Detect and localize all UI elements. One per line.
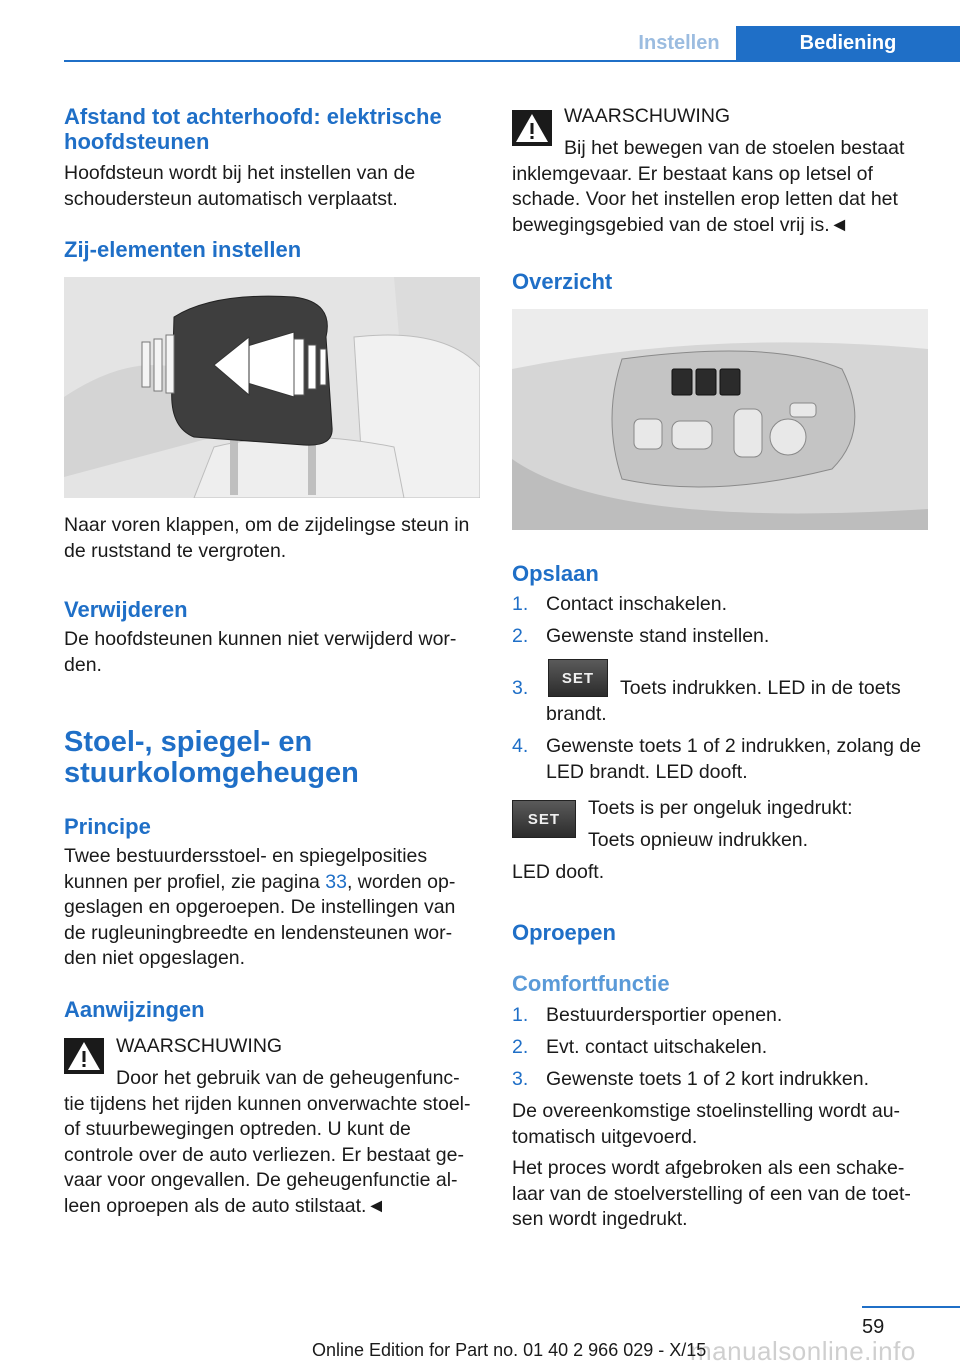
list-item: Toets indrukken. LED in de toets brandt. — [546, 677, 901, 725]
heading-oproepen: Oproepen — [512, 920, 616, 945]
footer-divider — [862, 1306, 960, 1308]
set-button[interactable]: SET — [548, 659, 608, 697]
list-item: Contact inschakelen. — [546, 593, 728, 615]
heading-zij-elementen: Zij-elementen instellen — [64, 237, 302, 262]
warning-text: Bij het bewegen van de stoelen bestaat inklemgevaar. Er bestaat kans op letsel of schade. Voor het instellen erop letten dat het bewegingsgebied van de stoel vrij is.◄ — [512, 137, 905, 236]
text-principe-part2: , worden op-geslagen en opgeroepen. De instellingen van de rugleuningbreedte en lendensteunen wor-den niet opgeslagen. — [64, 870, 456, 969]
tab-instellen[interactable]: Instellen — [638, 32, 720, 54]
set-button[interactable]: SET — [512, 800, 576, 838]
heading-geheugen: Stoel-, spiegel- en stuurkolomgeheugen — [64, 726, 359, 789]
list-number: 4. — [512, 735, 529, 757]
header-divider — [64, 60, 960, 62]
page-header — [0, 0, 960, 64]
heading-opslaan: Opslaan — [512, 561, 599, 586]
warning-title: WAARSCHUWING — [116, 1035, 283, 1057]
text-zij: Naar voren klappen, om de zijdelingse steun in de ruststand te vergroten. — [64, 514, 470, 562]
seat-controls-photo — [512, 309, 928, 530]
text-principe-part1: Twee bestuurdersstoel- en spiegelposities kunnen per profiel, zie pagina — [64, 845, 428, 893]
set-note-2: Toets opnieuw indrukken. — [588, 829, 809, 851]
list-number: 2. — [512, 625, 529, 647]
list-number: 1. — [512, 1004, 529, 1026]
text-overeenkomstig: De overeenkomstige stoelinstelling wordt au-tomatisch uitgevoerd. — [512, 1100, 901, 1148]
heading-comfortfunctie: Comfortfunctie — [512, 971, 670, 996]
list-item: Gewenste toets 1 of 2 indrukken, zolang de LED brandt. LED dooft. — [546, 735, 922, 783]
warning-title: WAARSCHUWING — [564, 105, 731, 127]
list-item: Evt. contact uitschakelen. — [546, 1036, 768, 1058]
heading-overzicht: Overzicht — [512, 269, 613, 294]
watermark: manualsonline.info — [690, 1336, 916, 1362]
list-item: Gewenste stand instellen. — [546, 625, 770, 647]
list-number: 2. — [512, 1036, 529, 1058]
page-link[interactable]: 33 — [325, 870, 347, 893]
heading-verwijderen: Verwijderen — [64, 597, 188, 622]
heading-aanwijzingen: Aanwijzingen — [64, 997, 205, 1022]
page-number: 59 — [862, 1316, 885, 1338]
heading-principe: Principe — [64, 814, 151, 839]
text-verwijderen: De hoofdsteunen kunnen niet verwijderd wor-den. — [64, 628, 457, 676]
list-item: Bestuurdersportier openen. — [546, 1004, 783, 1026]
text-afstand: Hoofdsteun wordt bij het instellen van de schoudersteun automatisch verplaatst. — [64, 162, 416, 210]
list-number: 3. — [512, 677, 529, 699]
heading-afstand: Afstand tot achterhoofd: elektrische hoofdsteunen — [64, 104, 442, 154]
text-proces: Het proces wordt afgebroken als een schake-laar van de stoelverstelling of een van de toet-sen wordt ingedrukt. — [512, 1157, 911, 1230]
warning-text: Door het gebruik van de geheugenfunc-tie tijdens het rijden kunnen onverwachte stoel- of stuurbewegingen optreden. U kunt de controle over de auto verliezen. Er bestaat ge-vaar voor ongevallen. De geheugenfunctie al-leen oproepen als de auto stilstaat.◄ — [64, 1067, 471, 1217]
list-number: 3. — [512, 1068, 529, 1090]
text-principe — [64, 844, 480, 972]
list-item: Gewenste toets 1 of 2 kort indrukken. — [546, 1068, 870, 1090]
headrest-photo — [64, 277, 480, 498]
set-note-1: Toets is per ongeluk ingedrukt: — [588, 797, 853, 819]
footer-edition: Online Edition for Part no. 01 40 2 966 029 - X/15 — [312, 1340, 707, 1360]
tab-bediening[interactable]: Bediening — [736, 26, 960, 60]
text-led-dooft: LED dooft. — [512, 861, 605, 883]
headrest-illustration — [64, 277, 480, 498]
list-number: 1. — [512, 593, 529, 615]
seat-controls-illustration — [512, 309, 928, 530]
